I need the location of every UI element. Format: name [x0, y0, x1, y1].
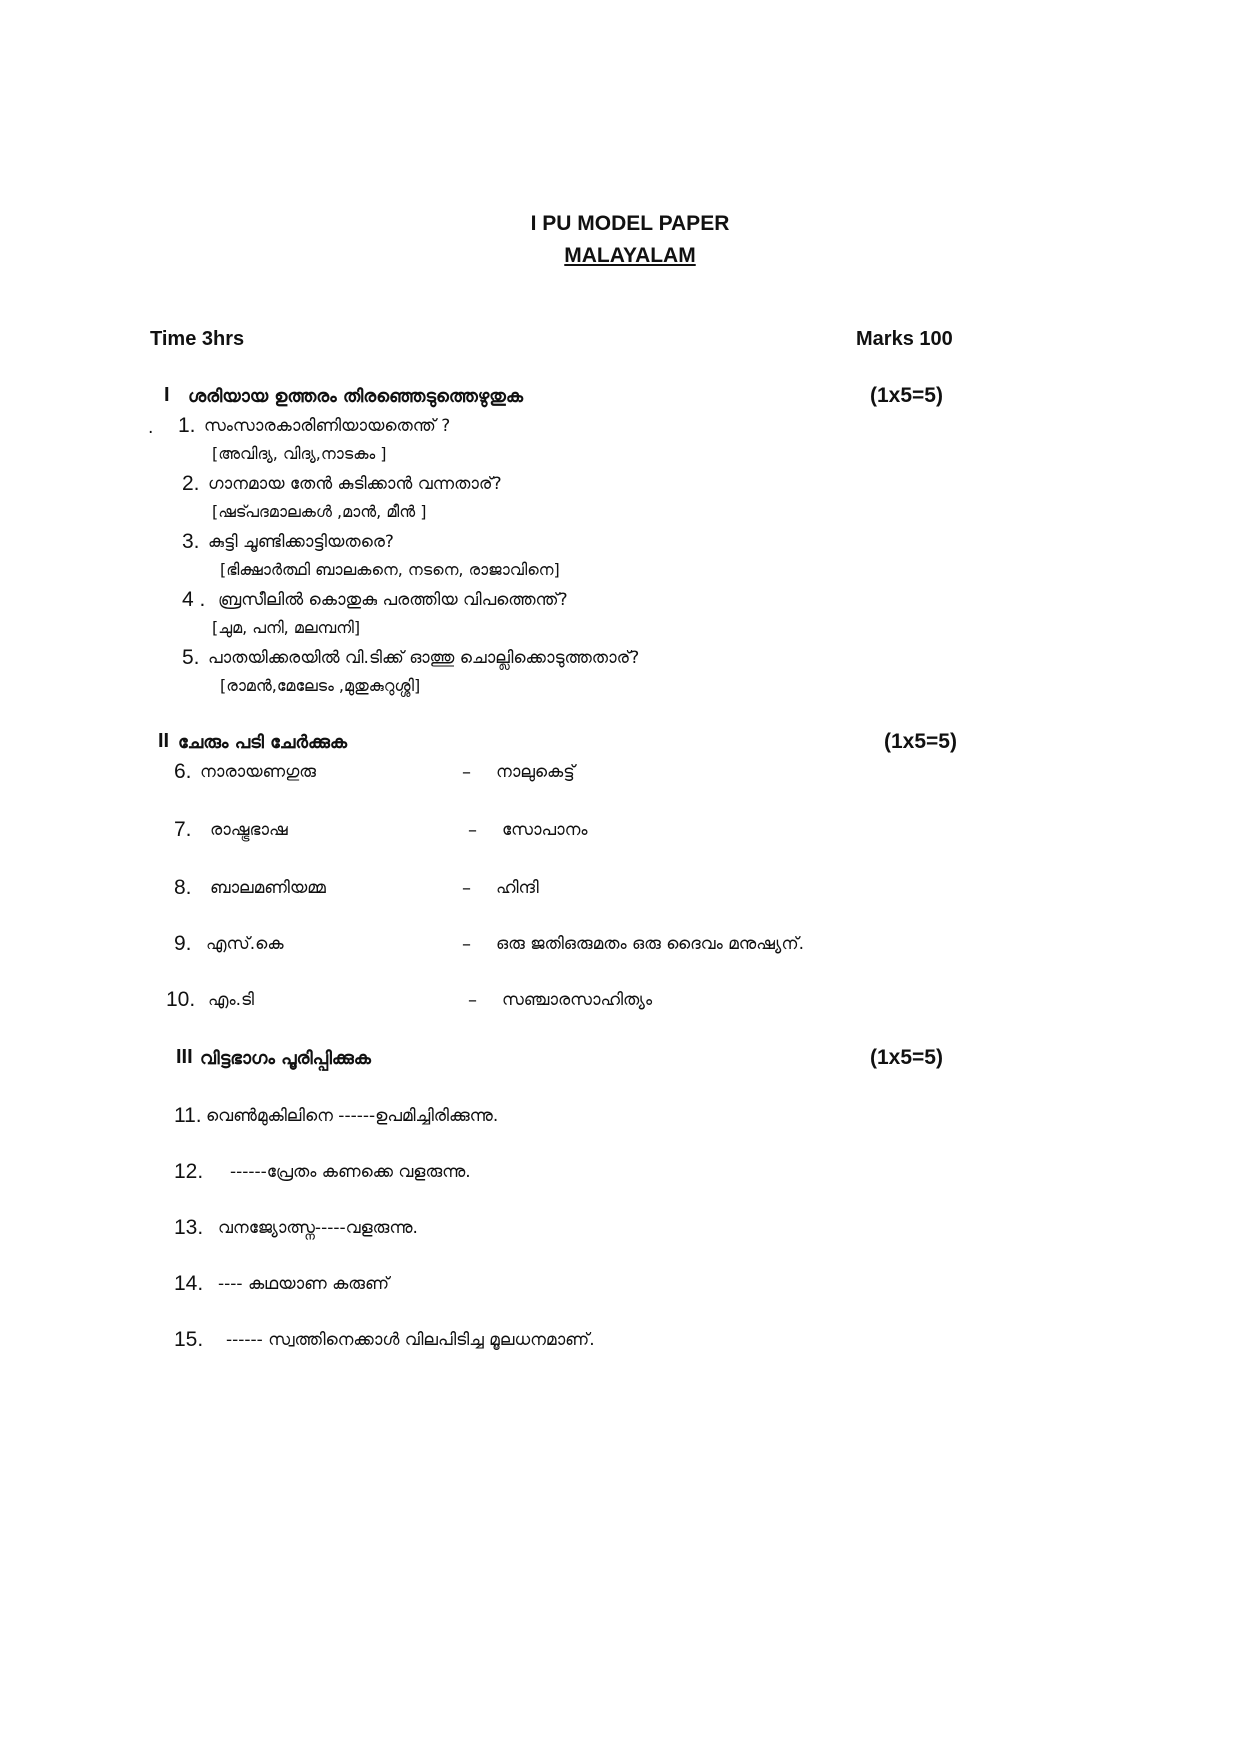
match-left: രാഷ്ട്രഭാഷ: [210, 820, 288, 840]
time-label: Time 3hrs: [150, 328, 245, 350]
section1-roman: I: [164, 384, 170, 406]
fill-number: 12.: [174, 1160, 204, 1183]
match-right: ഒരു ജതിഒരുമതം ഒരു ദൈവം മനുഷ്യന്.: [496, 934, 805, 954]
match-dash: –: [462, 934, 471, 955]
question-text: ബ്രസീലിൽ കൊതുകു പരത്തിയ വിപത്തെന്ത്?: [218, 590, 568, 610]
section2-roman: II: [158, 730, 170, 752]
match-left: എസ്.കെ: [206, 934, 284, 954]
fill-text: ------പ്രേതം കണക്കെ വളരുന്നു.: [230, 1162, 471, 1182]
question-number: 3.: [182, 530, 200, 553]
match-dash: –: [468, 990, 477, 1011]
fill-number: 14.: [174, 1272, 204, 1295]
question-number: 5.: [182, 646, 200, 669]
match-left: എം.ടി: [208, 990, 254, 1010]
fill-number: 15.: [174, 1328, 204, 1351]
question-number: 4 .: [182, 588, 206, 611]
section2-marks: (1x5=5): [884, 730, 957, 753]
fill-number: 11.: [174, 1104, 202, 1127]
section1-marks: (1x5=5): [870, 384, 943, 407]
fill-text: വനജ്യോത്സ്ന-----വളരുന്നു.: [218, 1218, 418, 1238]
match-right: സോപാനം: [502, 820, 588, 840]
match-left: നാരായണഗുരു: [200, 762, 316, 782]
fill-text: ------ സ്വത്തിനെക്കാൾ വിലപിടിച്ച മൂലധനമാണ്.: [226, 1330, 595, 1350]
stray-mark: .: [148, 418, 154, 438]
match-right: ഹിന്ദി: [496, 878, 539, 898]
question-options: [ഭിക്ഷാർത്ഥി ബാലകനെ, നടനെ, രാജാവിനെ]: [220, 560, 560, 579]
match-left: ബാലമണിയമ്മ: [210, 878, 326, 898]
question-options: [ഷട്പദമാലകൾ ,മാൻ, മീൻ ]: [212, 502, 427, 521]
question-text: പാതയിക്കരയിൽ വി.ടിക്ക് ഓത്തു ചൊല്ലിക്കൊടുത്തതാര്?: [208, 648, 640, 668]
match-dash: –: [468, 820, 477, 841]
paper-title: I PU MODEL PAPER: [530, 212, 730, 235]
match-number: 9.: [174, 932, 192, 955]
fill-text: വെൺമുകിലിനെ ------ഉപമിച്ചിരിക്കുന്നു.: [206, 1106, 499, 1126]
section2-heading: ചേരും പടി ചേർക്കുക: [178, 732, 348, 753]
fill-number: 13.: [174, 1216, 204, 1239]
match-right: സഞ്ചാരസാഹിത്യം: [502, 990, 653, 1010]
question-options: [അവിദ്യ, വിദ്യ,നാടകം ]: [212, 444, 387, 463]
question-text: കുട്ടി ചൂണ്ടിക്കാട്ടിയതരെ?: [208, 532, 394, 552]
match-number: 7.: [174, 818, 192, 841]
match-right: നാലുകെട്ട്: [496, 762, 575, 782]
match-dash: –: [462, 762, 471, 783]
match-dash: –: [462, 878, 471, 899]
match-number: 8.: [174, 876, 192, 899]
marks-label: Marks 100: [856, 328, 953, 350]
question-options: [രാമൻ,മേലേടം ,മുതുകുറുശ്ശി]: [220, 676, 421, 695]
question-options: [ചുമ, പനി, മലമ്പനി]: [212, 618, 361, 637]
section3-marks: (1x5=5): [870, 1046, 943, 1069]
match-number: 10.: [166, 988, 196, 1011]
section3-roman: III: [176, 1046, 193, 1068]
section3-heading: വിട്ടഭാഗം പൂരിപ്പിക്കുക: [200, 1048, 371, 1069]
match-number: 6.: [174, 760, 192, 783]
question-number: 1.: [178, 414, 196, 437]
question-text: സംസാരകാരിണിയായതെന്ത് ?: [204, 416, 451, 436]
section1-heading: ശരിയായ ഉത്തരം തിരഞ്ഞെടുത്തെഴുതുക: [188, 386, 524, 407]
question-number: 2.: [182, 472, 200, 495]
fill-text: ---- കഥയാണ കരുണ്: [218, 1274, 390, 1294]
subject-title: MALAYALAM: [564, 244, 696, 267]
question-text: ഗാനമായ തേൻ കുടിക്കാൻ വന്നതാര്?: [208, 474, 502, 494]
